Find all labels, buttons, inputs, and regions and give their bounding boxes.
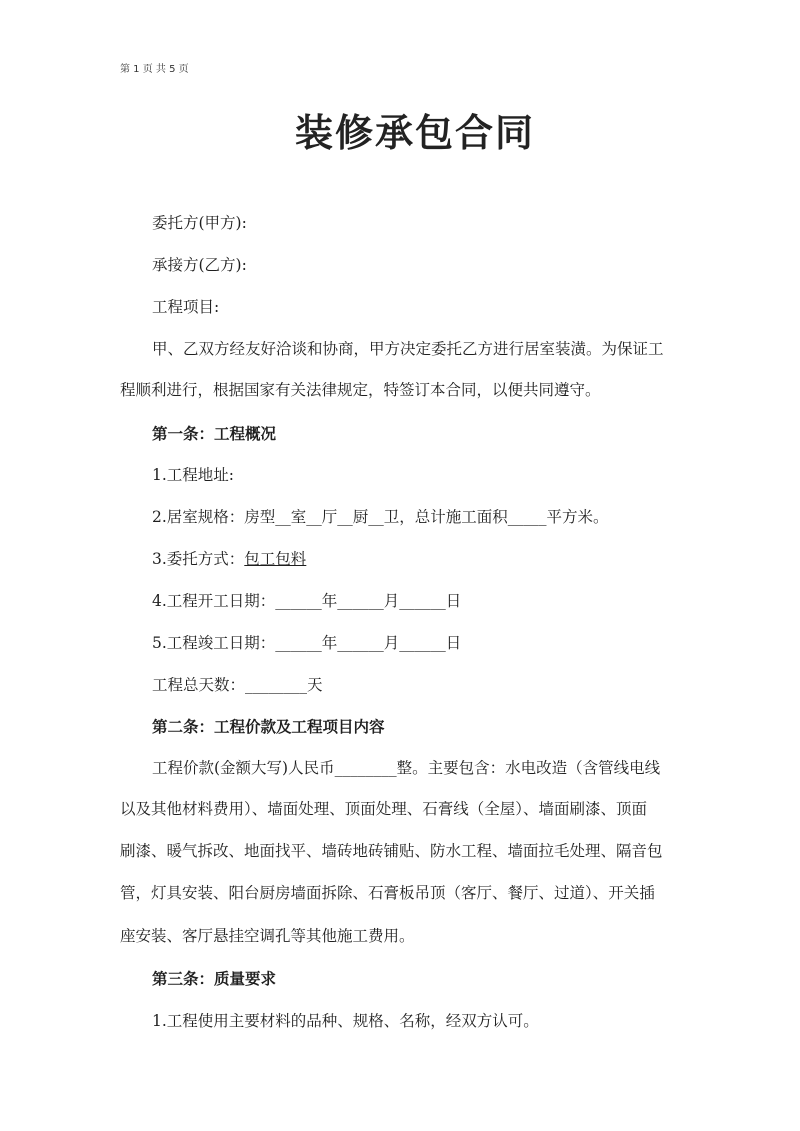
article2-line: 工程价款(金额大写)人民币________整。主要包含：水电改造（含管线电线 [152, 759, 661, 777]
party-b-label: 承接方(乙方): [152, 256, 247, 274]
intro-line: 程顺利进行，根据国家有关法律规定，特签订本合同，以便共同遵守。 [120, 381, 601, 399]
page-indicator: 第 1 页 共 5 页 [120, 64, 189, 75]
article2-heading: 第二条：工程价款及工程项目内容 [152, 717, 385, 736]
article2-line: 以及其他材料费用）、墙面处理、顶面处理、石膏线（全屋）、墙面刷漆、顶面 [120, 800, 648, 818]
document-title: 装修承包合同 [294, 110, 535, 155]
article2-line: 管，灯具安装、阳台厨房墙面拆除、石膏板吊顶（客厅、餐厅、过道）、开关插 [120, 884, 655, 902]
project-item-label: 工程项目: [152, 298, 220, 316]
start-date: 4.工程开工日期：______年______月______日 [152, 592, 462, 610]
total-days: 工程总天数：________天 [152, 676, 323, 694]
room-spec: 2.居室规格：房型__室__厅__厨__卫，总计施工面积_____平方米。 [152, 508, 609, 526]
project-address: 1.工程地址: [152, 466, 235, 484]
article3-heading: 第三条：质量要求 [152, 969, 277, 988]
commission-method-value: 包工包料 [244, 550, 307, 568]
party-a-label: 委托方(甲方): [152, 214, 247, 232]
intro-line: 甲、乙双方经友好洽谈和协商，甲方决定委托乙方进行居室装潢。为保证工 [152, 340, 664, 358]
article1-heading: 第一条：工程概况 [152, 424, 277, 443]
commission-method-label: 3.委托方式： [152, 550, 245, 568]
article2-line: 座安装、客厅悬挂空调孔等其他施工费用。 [120, 927, 415, 945]
article3-item: 1.工程使用主要材料的品种、规格、名称，经双方认可。 [152, 1012, 539, 1030]
end-date: 5.工程竣工日期：______年______月______日 [152, 634, 462, 652]
article2-line: 刷漆、暖气拆改、地面找平、墙砖地砖铺贴、防水工程、墙面拉毛处理、隔音包 [120, 842, 663, 860]
commission-method [152, 552, 306, 568]
